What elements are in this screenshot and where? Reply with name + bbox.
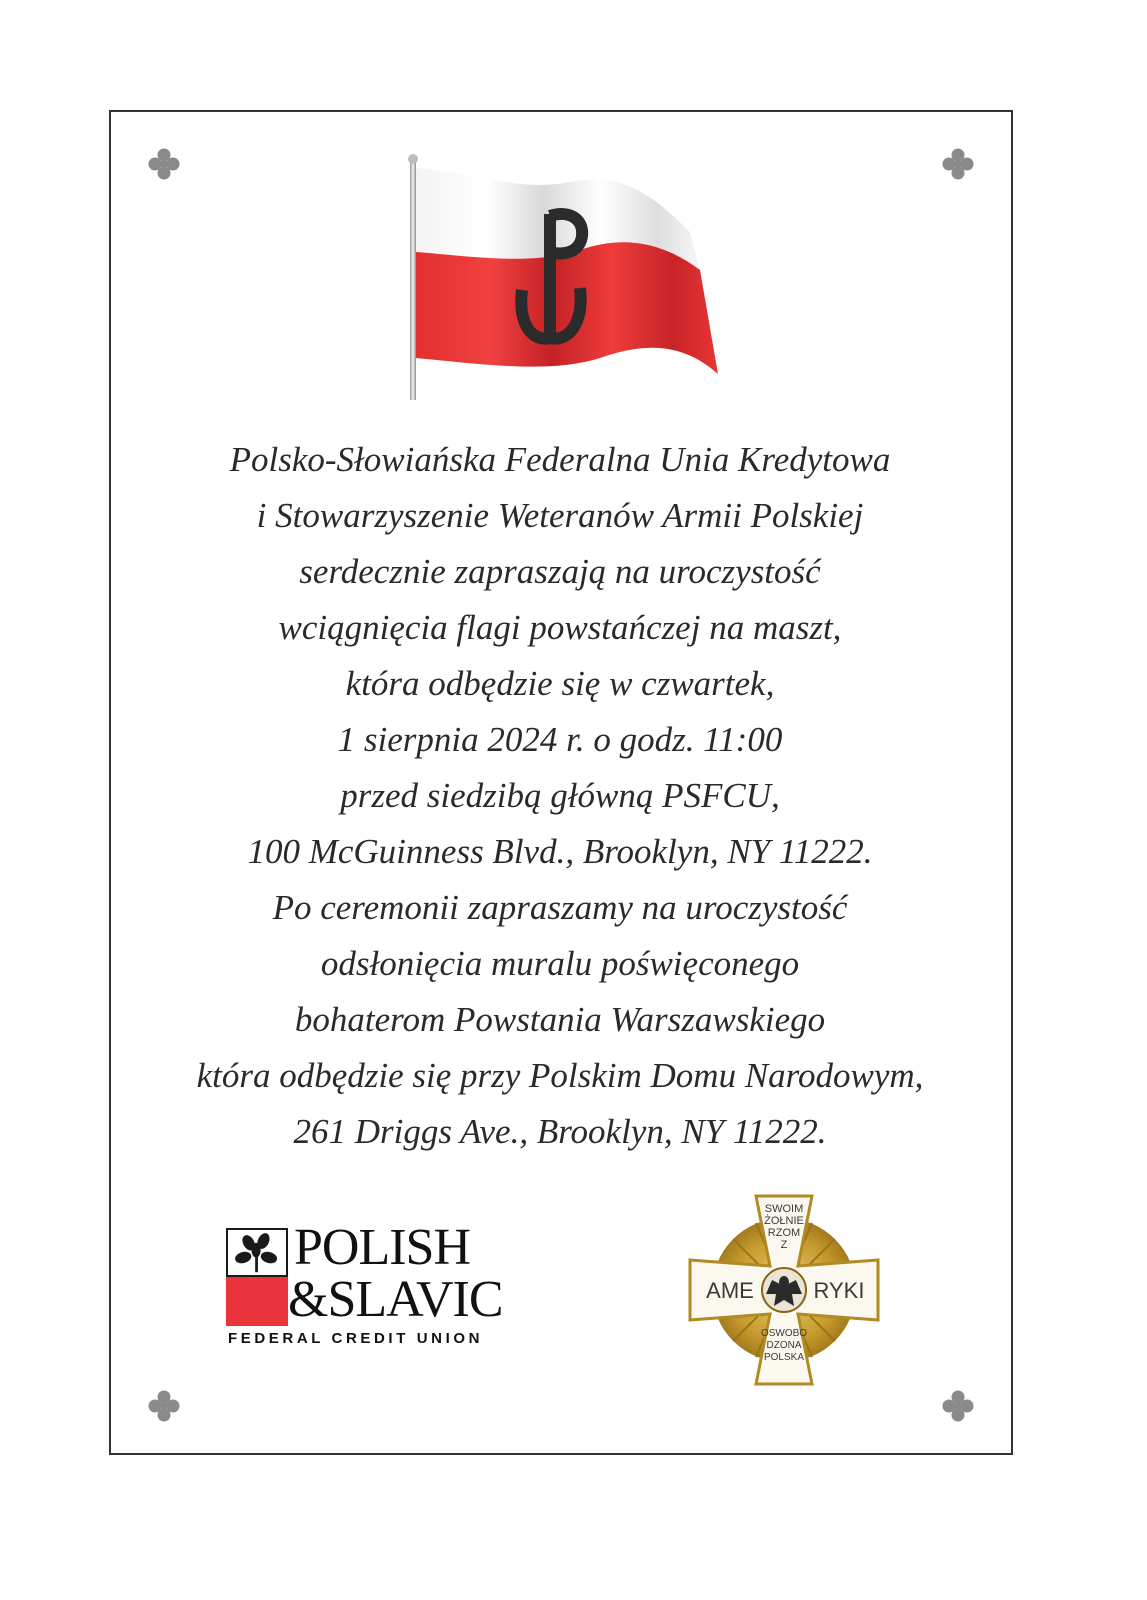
cross-top-text-4: Z [780,1239,788,1251]
veterans-cross-logo [684,1190,884,1390]
polish-underground-state-flag-icon [400,152,730,402]
cross-bottom-text-1: OSWOBO [760,1328,808,1339]
mural-address: 261 Driggs Ave., Brooklyn, NY 11222. [293,1112,827,1151]
psfcu-logo-word-polish: POLISH [294,1219,471,1276]
corner-ornament-icon [146,1388,182,1424]
invitation-line: przed siedzibą główną PSFCU, [340,776,780,815]
psfcu-logo-subtitle: FEDERAL CREDIT UNION [228,1330,484,1347]
cross-top-text-3: RZOM [767,1227,801,1239]
invitation-line: bohaterom Powstania Warszawskiego [294,1000,826,1039]
invitation-text [120,432,1000,1160]
cross-right-text: RYKI [813,1278,865,1303]
cross-top-text-1: SWOIM [764,1203,804,1215]
invitation-line: serdecznie zapraszają na uroczystość [299,552,821,591]
psfcu-logo-word-slavic: &SLAVIC [288,1271,503,1328]
corner-ornament-icon [146,146,182,182]
cross-left-text: AME [706,1278,754,1303]
invitation-line: Po ceremonii zapraszamy na uroczystość [272,888,848,927]
invitation-line: Polsko-Słowiańska Federalna Unia Kredytowa [229,440,891,479]
event-address: 100 McGuinness Blvd., Brooklyn, NY 11222. [247,832,873,871]
psfcu-logo [226,1219,526,1352]
corner-ornament-icon [940,1388,976,1424]
cross-bottom-text-3: POLSKA [763,1352,805,1363]
cross-top-text-2: ŻOŁNIE [764,1215,804,1227]
event-date-time: 1 sierpnia 2024 r. o godz. 11:00 [337,720,783,759]
invitation-line: wciągnięcia flagi powstańczej na maszt, [278,608,842,647]
invitation-line: która odbędzie się w czwartek, [345,664,775,703]
oak-leaves-icon [228,1230,286,1275]
corner-ornament-icon [940,146,976,182]
cross-bottom-text-2: DZONA [766,1340,802,1351]
invitation-line: i Stowarzyszenie Weteranów Armii Polskiej [256,496,864,535]
invitation-line: która odbędzie się przy Polskim Domu Narodowym, [196,1056,924,1095]
invitation-line: odsłonięcia muralu poświęconego [320,944,800,983]
psfcu-logo-mark [226,1228,288,1326]
